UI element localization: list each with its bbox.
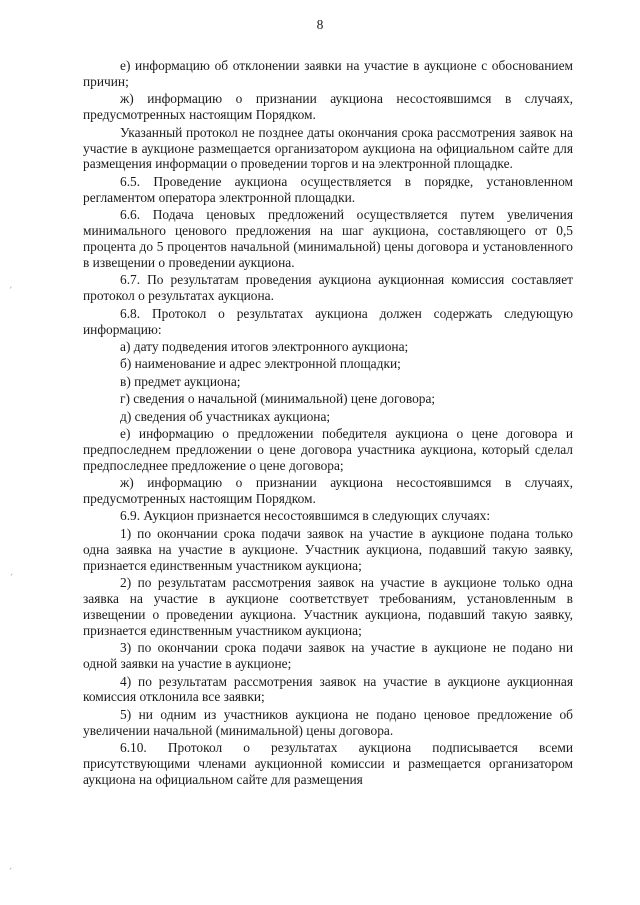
paragraph: 2) по результатам рассмотрения заявок на участие в аукционе только одна заявка на участие в аукционе соответствует требованиям, установленным в извещении о проведении аукциона. Участник аукциона, подавший такую заявку, признается единственным участником аукциона; bbox=[83, 575, 573, 638]
paragraph: д) сведения об участниках аукциона; bbox=[120, 408, 331, 424]
paragraph: е) информацию об отклонении заявки на участие в аукционе с обоснованием причин; bbox=[83, 58, 573, 89]
paragraph: 6.10. Протокол о результатах аукциона подписывается всеми присутствующими членами аукционной комиссии и размещается организатором аукциона на официальном сайте для размещения bbox=[83, 740, 573, 787]
paragraph: 3) по окончании срока подачи заявок на участие в аукционе не подано ни одной заявки на участие в аукционе; bbox=[83, 640, 573, 672]
paragraph: 6.7. По результатам проведения аукциона аукционная комиссия составляет протокол о результатах аукциона. bbox=[83, 272, 573, 304]
paragraph: г) сведения о начальной (минимальной) цене договора; bbox=[120, 391, 436, 407]
scan-speck: ˊ bbox=[8, 287, 13, 297]
paragraph: ж) информацию о признании аукциона несостоявшимся в случаях, предусмотренных настоящим Порядком. bbox=[83, 91, 573, 123]
paragraph: 6.8. Протокол о результатах аукциона должен содержать следующую информацию: bbox=[83, 305, 573, 337]
paragraph: б) наименование и адрес электронной площадки; bbox=[120, 356, 401, 372]
scan-speck: ˊ bbox=[8, 868, 13, 878]
paragraph: Указанный протокол не позднее даты окончания срока рассмотрения заявок на участие в аукционе размещается организатором аукциона на официальном сайте для размещения информации о проведении торгов и на электронной площадке. bbox=[83, 124, 573, 172]
paragraph: ж) информацию о признании аукциона несостоявшимся в случаях, предусмотренных настоящим Порядком. bbox=[83, 475, 573, 507]
paragraph: в) предмет аукциона; bbox=[120, 373, 241, 389]
paragraph: 5) ни одним из участников аукциона не подано ценовое предложение об увеличении начальной (минимальной) цены договора. bbox=[83, 706, 573, 738]
paragraph: е) информацию о предложении победителя аукциона о цене договора и предпоследнем предложении о цене договора участника аукциона, который сделал предпоследнее предложение о цене договора; bbox=[83, 425, 573, 473]
paragraph: 6.9. Аукцион признается несостоявшимся в следующих случаях: bbox=[120, 508, 491, 524]
paragraph: а) дату подведения итогов электронного аукциона; bbox=[120, 338, 409, 354]
paragraph: 4) по результатам рассмотрения заявок на участие в аукционе аукционная комиссия отклонила все заявки; bbox=[83, 673, 573, 705]
paragraph: 6.5. Проведение аукциона осуществляется в порядке, установленном регламентом оператора электронной площадки. bbox=[83, 173, 573, 205]
document-body bbox=[83, 58, 573, 789]
page-number: 8 bbox=[316, 17, 324, 32]
paragraph: 1) по окончании срока подачи заявок на участие в аукционе подана только одна заявка на участие в аукционе. Участник аукциона, подавший такую заявку, признается единственным участником аукциона; bbox=[83, 525, 573, 573]
paragraph: 6.6. Подача ценовых предложений осуществляется путем увеличения минимального ценового предложения на шаг аукциона, составляющего от 0,5 процента до 5 процентов начальной (минимальной) цены договора и установленного в извещении о проведении аукциона. bbox=[83, 207, 573, 270]
scan-speck: ˊ bbox=[9, 574, 14, 584]
